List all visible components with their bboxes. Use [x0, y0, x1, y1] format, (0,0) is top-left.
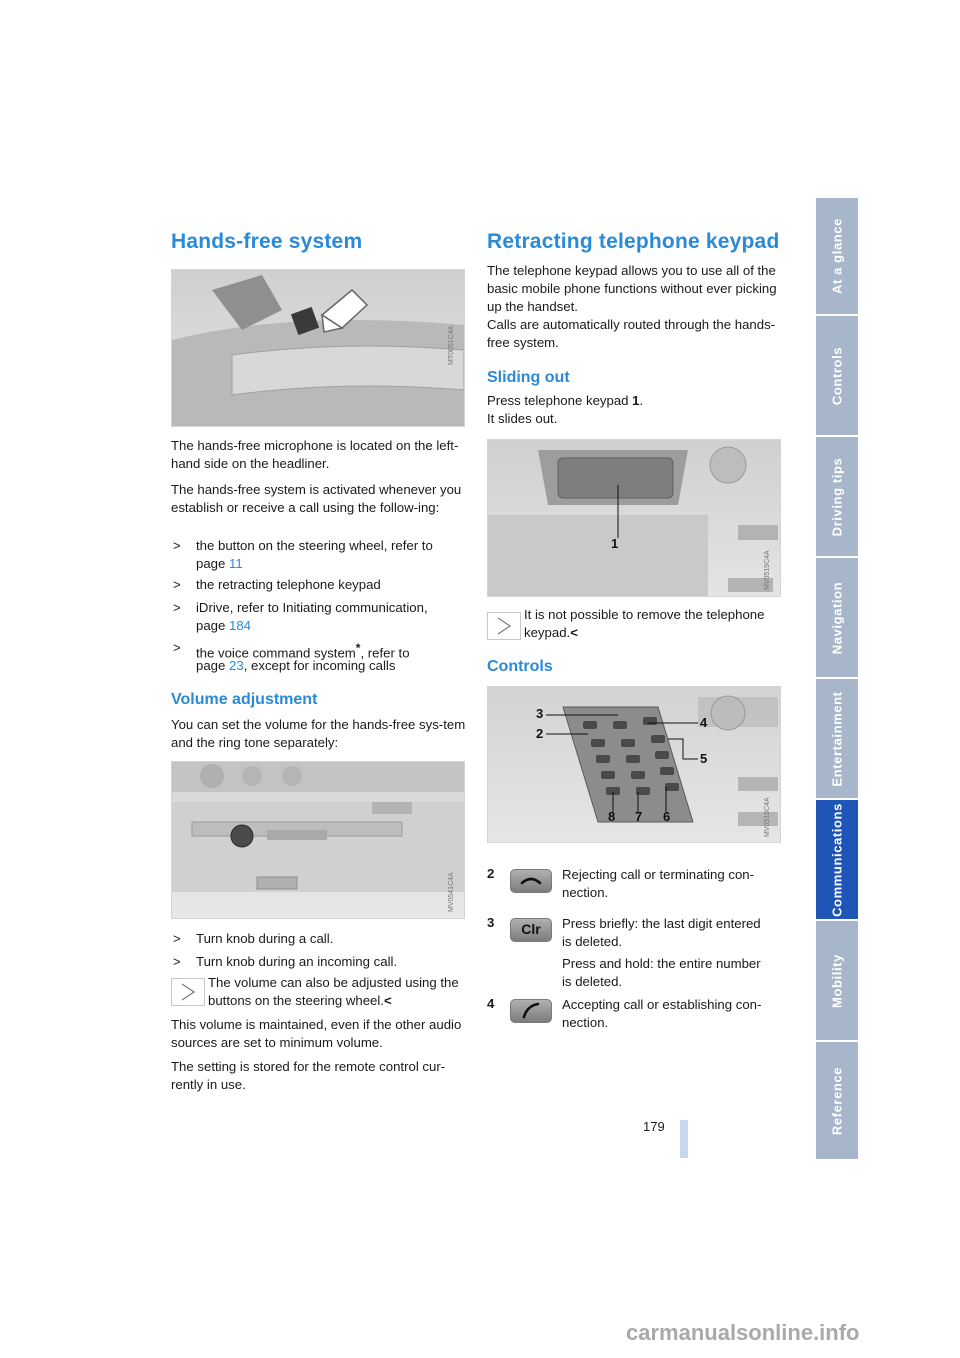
item-number-3: 3 [487, 915, 495, 930]
triangle-note-icon [172, 979, 204, 1005]
hang-up-description: Rejecting call or terminating con- nection. [562, 867, 755, 900]
callout-4: 4 [700, 715, 708, 730]
page-link-23[interactable]: 23 [229, 658, 244, 673]
callout-7: 7 [635, 809, 643, 824]
routing-text: Calls are automatically routed through the hands-free system. [487, 317, 776, 350]
page-number-bar [680, 1120, 688, 1158]
subtitle-sliding-out: Sliding out [487, 369, 570, 386]
callout-6: 6 [663, 809, 671, 824]
figure-code: MV0519C4A [764, 550, 771, 590]
volume-knob-figure [171, 761, 465, 919]
callout-3: 3 [536, 706, 544, 721]
section-title-hands-free: Hands-free system [171, 230, 363, 253]
tab-navigation[interactable]: Navigation [816, 558, 858, 679]
press-keypad-text: Press telephone keypad 1. [487, 393, 644, 408]
callout-5: 5 [700, 751, 708, 766]
keypad-controls-figure [487, 686, 781, 843]
slides-out-text: It slides out. [487, 411, 558, 426]
volume-intro-text: You can set the volume for the hands-free sys-tem and the ring tone separately: [171, 717, 466, 750]
section-title-keypad: Retracting telephone keypad [487, 230, 780, 253]
page-number: 179 [643, 1119, 665, 1134]
pick-up-description: Accepting call or establishing con- nection. [562, 997, 762, 1030]
clr-hold-description: Press and hold: the entire number is deleted. [562, 956, 761, 989]
note-icon [171, 978, 205, 1006]
volume-maintained-text: This volume is maintained, even if the other audio sources are set to minimum volume. [171, 1017, 462, 1050]
tab-mobility[interactable]: Mobility [816, 921, 858, 1042]
subtitle-volume-adjustment: Volume adjustment [171, 691, 318, 708]
bullet-idrive: > iDrive, refer to Initiating communication, page 184 [173, 600, 428, 633]
headliner-microphone-figure [171, 269, 465, 427]
keypad-slot-figure [487, 439, 781, 597]
bullet-knob-incoming: > Turn knob during an incoming call. [173, 954, 398, 969]
bullet-steering-wheel: > the button on the steering wheel, refer to page 11 [173, 538, 433, 571]
not-removable-note: It is not possible to remove the telephone keypad.< [524, 607, 765, 640]
activation-intro-text: The hands-free system is activated whenever you establish or receive a call using the follow-ing: [171, 482, 462, 515]
figure-code: MV0518C4A [764, 797, 771, 837]
page-link-11[interactable]: 11 [229, 556, 243, 571]
watermark: carmanualsonline.info [626, 1320, 860, 1345]
triangle-note-icon [488, 613, 520, 639]
clr-button-icon: Clr [510, 918, 552, 942]
figure-code: MT0051C4A [448, 325, 455, 365]
keypad-intro-text: The telephone keypad allows you to use all of the basic mobile phone functions without ever picking up the handset. [487, 263, 777, 314]
microphone-location-text: The hands-free microphone is located on the left-hand side on the headliner. [171, 438, 459, 471]
setting-stored-text: The setting is stored for the remote control cur-rently in use. [171, 1059, 446, 1092]
bullet-voice-command: > the voice command system*, refer to page 23, except for incoming calls [173, 640, 410, 673]
callout-2: 2 [536, 726, 544, 741]
pick-up-icon [510, 999, 552, 1023]
steering-wheel-volume-note: The volume can also be adjusted using the buttons on the steering wheel.< [208, 975, 459, 1008]
tab-communications[interactable]: Communications [816, 800, 858, 921]
tab-controls[interactable]: Controls [816, 316, 858, 437]
optional-equipment-star: * [355, 641, 361, 655]
keypad-controls-illustration [488, 687, 780, 842]
tab-driving-tips[interactable]: Driving tips [816, 437, 858, 558]
tab-at-a-glance[interactable]: At a glance [816, 198, 858, 316]
item-number-2: 2 [487, 866, 495, 881]
headliner-illustration [172, 270, 464, 426]
hang-up-icon [510, 869, 552, 893]
keypad-slot-illustration [488, 440, 780, 596]
callout-1: 1 [611, 536, 619, 551]
bullet-knob-call: > Turn knob during a call. [173, 931, 334, 946]
clr-brief-description: Press briefly: the last digit entered is deleted. [562, 916, 761, 949]
bullet-keypad: > the retracting telephone keypad [173, 577, 381, 592]
tab-entertainment[interactable]: Entertainment [816, 679, 858, 800]
figure-code: MV0541C4A [448, 872, 455, 912]
note-icon [487, 612, 521, 640]
dashboard-illustration [172, 762, 464, 918]
callout-8: 8 [608, 809, 616, 824]
subtitle-controls: Controls [487, 658, 553, 675]
page-link-184[interactable]: 184 [229, 618, 252, 633]
tab-reference[interactable]: Reference [816, 1042, 858, 1161]
item-number-4: 4 [487, 996, 495, 1011]
